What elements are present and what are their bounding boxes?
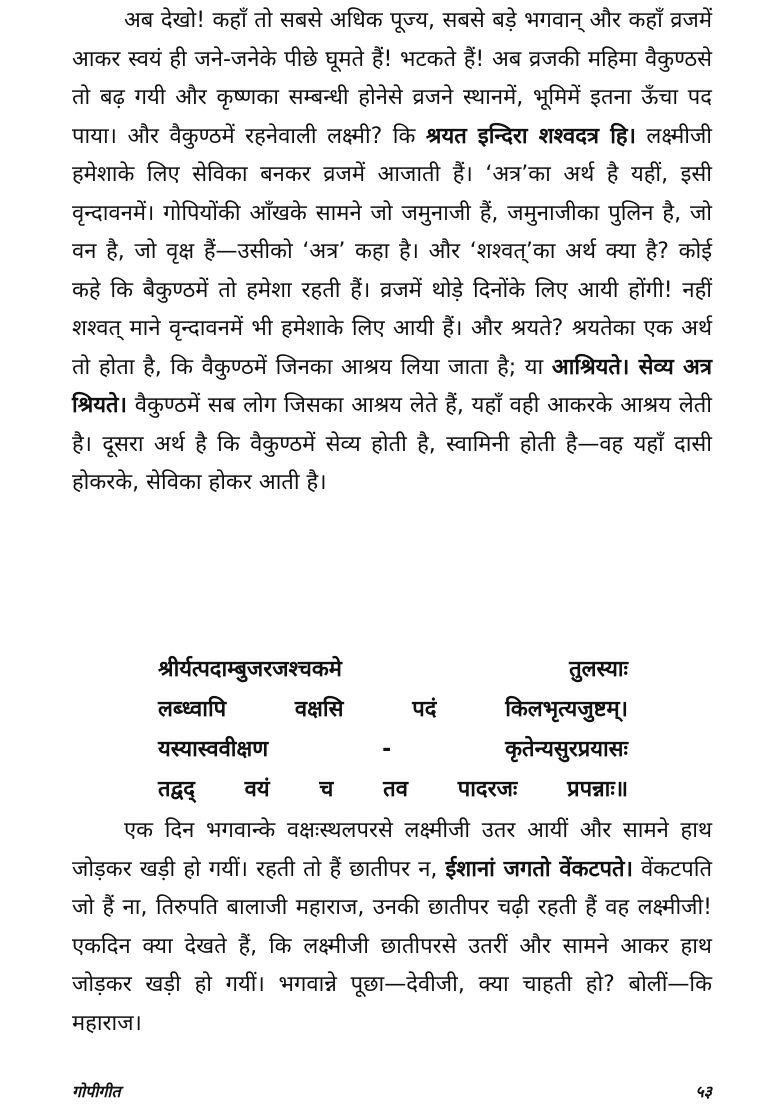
verse-word: वक्षसि — [294, 697, 344, 722]
verse-word: वयं — [244, 777, 270, 802]
paragraph-2-text-a: एक दिन भगवान्के वक्षःस्थलपरसे लक्ष्मीजी उतर आयीं और सामने हाथ जोड़कर खड़ी हो गयीं। रहती तो हैं छातीपर न, — [72, 818, 712, 882]
verse-word: तद्वद् — [158, 777, 195, 802]
verse-line-4 — [158, 770, 628, 810]
verse-word: पदं — [412, 697, 437, 722]
verse-word: यस्यास्ववीक्षण — [158, 737, 269, 762]
paragraph-2-bold-quote: ईशानां जगतो वेंकटपते। — [445, 856, 633, 882]
page-footer — [72, 1080, 712, 1102]
page-number: ५३ — [695, 1082, 712, 1101]
verse-line-1 — [158, 650, 628, 690]
book-title: गोपीगीत — [72, 1082, 121, 1101]
verse-line-3 — [158, 730, 628, 770]
verse-word: तुलस्याः — [569, 657, 628, 682]
body-paragraph-2 — [72, 812, 712, 1043]
body-paragraph-1 — [72, 2, 712, 503]
verse-word: किलभृत्यजुष्टम्। — [505, 697, 628, 722]
verse-word: प्रपन्नाः॥ — [567, 777, 628, 802]
paragraph-1-text-a: अब देखो! कहाँ तो सबसे अधिक पूज्य, सबसे बड़े भगवान् और कहाँ व्रजमें आकर स्वयं ही जने-जनेके पीछे घूमते हैं! भटकते हैं! अब व्रजकी महिमा वैकुण्ठसे तो बढ़ गयी और कृष्णका सम्बन्धी होनेसे व्रजने स्थानमें, भूमिमें इतना ऊँचा पद पाया। और वैकुण्ठमें रहनेवाली लक्ष्मी? कि — [72, 8, 712, 149]
verse-word: पादरजः — [457, 777, 518, 802]
verse-word: तव — [383, 777, 408, 802]
sanskrit-verse — [158, 650, 628, 810]
paragraph-1-bold-quote-a: श्रयत इन्दिरा शश्वदत्र हि। — [425, 123, 636, 149]
verse-word: श्रीर्यत्पदाम्बुजरजश्चकमे — [158, 657, 342, 682]
verse-word: - — [382, 737, 392, 762]
paragraph-2-text-b: वेंकटपति जो हैं ना, तिरुपति बालाजी महाराज, उनकी छातीपर चढ़ी रहती हैं वह लक्ष्मीजी! एकदिन क्या देखते हैं, कि लक्ष्मीजी छातीपरसे उतरीं और सामने आकर हाथ जोड़कर खड़ी हो गयीं। भगवान्ने पूछा—देवीजी, क्या चाहती हो? बोलीं—कि महाराज। — [72, 856, 712, 1036]
paragraph-1-text-c: वैकुण्ठमें सब लोग जिसका आश्रय लेते हैं, यहाँ वही आकरके आश्रय लेती है। दूसरा अर्थ है कि वैकुण्ठमें सेव्य होती है, स्वामिनी होती है—वह यहाँ दासी होकरके, सेविका होकर आती है। — [72, 393, 712, 495]
verse-word: कृतेन्यसुरप्रयासः — [505, 737, 628, 762]
verse-word: लब्ध्वापि — [158, 697, 227, 722]
paragraph-1-bold-quote-b: आश्रियते। सेव्य अत्र श्रियते। — [72, 354, 712, 418]
paragraph-1-text-b: लक्ष्मीजी हमेशाके लिए सेविका बनकर व्रजमें आजाती हैं। ‘अत्र’का अर्थ है यहीं, इसी वृन्दावनमें। गोपियोंकी आँखके सामने जो जमुनाजी हैं, जमुनाजीका पुलिन है, जो वन है, जो वृक्ष हैं—उसीको ‘अत्र’ कहा है। और ‘शश्वत्’का अर्थ क्या है? कोई कहे कि बैकुण्ठमें तो हमेशा रहती हैं। व्रजमें थोड़े दिनोंके लिए आयी होंगी! नहीं शश्वत् माने वृन्दावनमें भी हमेशाके लिए आयी हैं। और श्रयते? श्रयतेका एक अर्थ तो होता है, कि वैकुण्ठमें जिनका आश्रय लिया जाता है; या — [72, 123, 712, 380]
verse-word: च — [319, 777, 334, 802]
verse-line-2 — [158, 690, 628, 730]
